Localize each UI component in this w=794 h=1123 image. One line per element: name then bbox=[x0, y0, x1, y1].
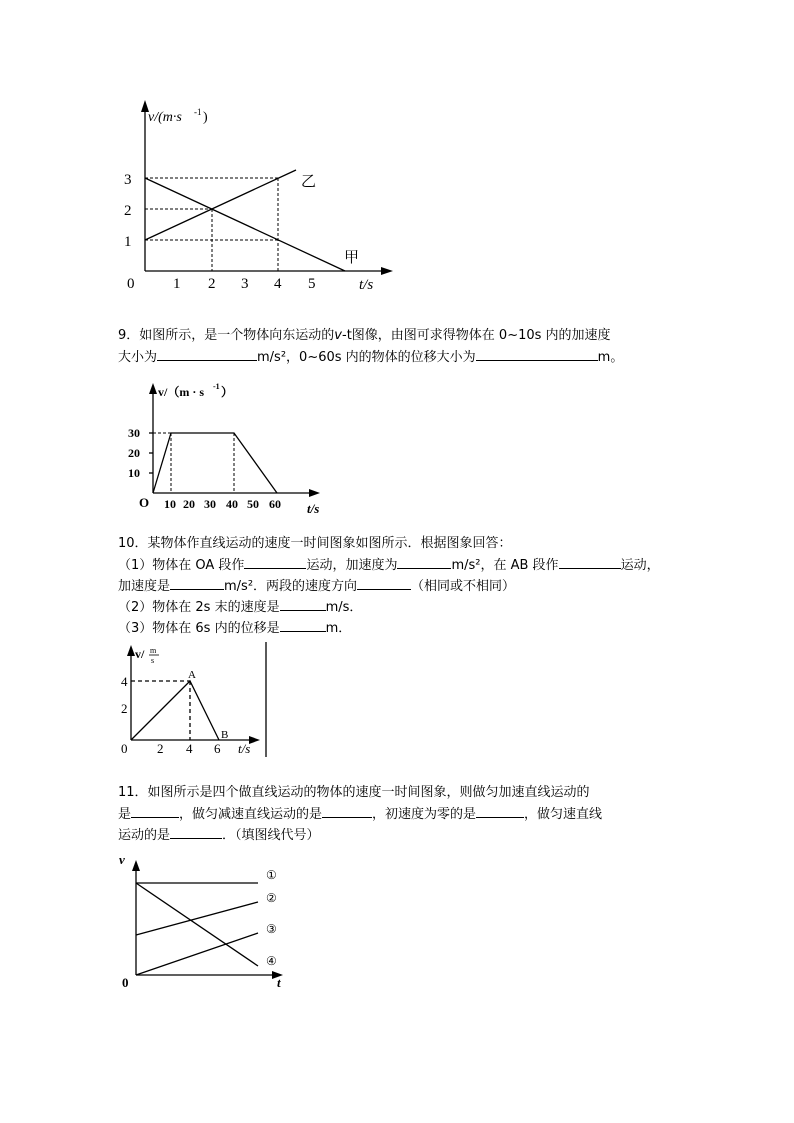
line-2 bbox=[136, 902, 258, 935]
q9-t-symbol: -t bbox=[342, 328, 352, 343]
graph2-xtick: 60 bbox=[269, 497, 281, 511]
graph2-xtick: 40 bbox=[226, 497, 238, 511]
graph3-xtick: 6 bbox=[214, 741, 221, 756]
q11-text: ，做匀减速直线运动的是 bbox=[179, 807, 323, 822]
q10-text: m． bbox=[325, 621, 352, 636]
graph2-xtick: 20 bbox=[183, 497, 195, 511]
graph1-xtick: 1 bbox=[173, 276, 181, 292]
q10-text: m/s²，在 AB 段作 bbox=[451, 558, 559, 573]
graph1-ylabel-sup: -1 bbox=[194, 107, 202, 117]
graph4-xlabel: t bbox=[277, 975, 281, 990]
graph4-marker-4: ④ bbox=[266, 954, 277, 968]
graph2-origin: O bbox=[139, 495, 150, 510]
graph4-origin: 0 bbox=[122, 975, 129, 990]
q10-text: （1）物体在 OA 段作 bbox=[118, 558, 245, 573]
graph1-xtick: 5 bbox=[308, 276, 316, 292]
q10-text: （2）物体在 2s 末的速度是 bbox=[118, 600, 280, 615]
q10-text: （相同或不相同） bbox=[411, 579, 516, 594]
graph2-xlabel: t/s bbox=[307, 501, 320, 516]
graph3-ytick: 4 bbox=[121, 674, 128, 689]
graph1-xtick: 4 bbox=[274, 276, 282, 292]
q10-text: 运动，加速度为 bbox=[306, 558, 398, 573]
q10-number: 10． bbox=[118, 536, 148, 551]
graph1-xtick: 2 bbox=[208, 276, 216, 292]
q11-text: 是 bbox=[118, 807, 132, 822]
q9-text: 大小为 bbox=[118, 350, 158, 365]
graph3-origin: 0 bbox=[121, 741, 128, 756]
graph3-xtick: 2 bbox=[157, 741, 164, 756]
graph1-ytick: 2 bbox=[124, 203, 132, 219]
graph4-marker-2: ② bbox=[266, 891, 277, 905]
graph1-xlabel: t/s bbox=[359, 277, 374, 293]
q11-number: 11． bbox=[118, 785, 148, 800]
q11-text: ，做匀速直线 bbox=[524, 807, 603, 822]
graph2-xtick: 30 bbox=[204, 497, 216, 511]
graph1-ylabel-close: ) bbox=[203, 110, 208, 125]
graph1-label-jia: 甲 bbox=[344, 250, 360, 266]
q9-text: 如图所示，是一个物体向东运动的 bbox=[139, 328, 335, 343]
q9-text: m。 bbox=[597, 350, 624, 365]
q10-text: m/s． bbox=[325, 600, 363, 615]
graph1-origin: 0 bbox=[127, 276, 135, 292]
graph3-point-b: B bbox=[221, 729, 229, 741]
graph4-ylabel: v bbox=[119, 852, 125, 867]
q11-text: 运动的是 bbox=[118, 828, 171, 843]
q10-text: 运动， bbox=[620, 558, 660, 573]
graph1-ytick: 3 bbox=[124, 172, 132, 188]
graph3-yunit-num: m bbox=[150, 646, 157, 655]
q9-number: 9． bbox=[118, 328, 140, 343]
graph4-marker-1: ① bbox=[266, 868, 277, 882]
q11-text: ．（填图线代号） bbox=[222, 828, 320, 843]
q10-text: 某物体作直线运动的速度一时间图象如图所示．根据图象回答： bbox=[147, 536, 512, 551]
q9-v-symbol: v bbox=[334, 328, 342, 343]
graph3-ylabel: v/ bbox=[135, 647, 145, 661]
graph3-yunit-den: s bbox=[151, 656, 155, 665]
graph3-point-a: A bbox=[188, 669, 196, 681]
q11-text: ，初速度为零的是 bbox=[372, 807, 477, 822]
q10-text: m/s²．两段的速度方向 bbox=[224, 579, 358, 594]
graph2-ytick: 10 bbox=[128, 466, 140, 480]
graph2-ylabel: v/（m · s bbox=[158, 385, 205, 399]
graph2-xtick: 50 bbox=[247, 497, 259, 511]
graph3-ytick: 2 bbox=[121, 701, 128, 716]
q9-text: m/s²，0~60s 内的物体的位移大小为 bbox=[257, 350, 476, 365]
graph4-marker-3: ③ bbox=[266, 922, 277, 936]
graph1-label-yi: 乙 bbox=[301, 174, 317, 190]
graph2-ytick: 30 bbox=[128, 426, 140, 440]
graph2-ylabel-close: ） bbox=[221, 385, 234, 399]
q10-text: （3）物体在 6s 内的位移是 bbox=[118, 621, 280, 636]
q10-text: 加速度是 bbox=[118, 579, 171, 594]
graph1-ytick: 1 bbox=[124, 234, 132, 250]
graph1-xtick: 3 bbox=[241, 276, 249, 292]
graph2-ylabel-sup: -1 bbox=[213, 382, 220, 391]
graph3-xlabel: t/s bbox=[238, 741, 251, 756]
q11-text: 如图所示是四个做直线运动的物体的速度一时间图象，则做匀加速直线运动的 bbox=[147, 785, 590, 800]
q9-text: 图像，由图可求得物体在 0~10s 内的加速度 bbox=[351, 328, 611, 343]
graph3-xtick: 4 bbox=[186, 741, 193, 756]
graph1-ylabel: v/(m·s bbox=[148, 110, 182, 125]
graph2-xtick: 10 bbox=[164, 497, 176, 511]
graph2-ytick: 20 bbox=[128, 446, 140, 460]
